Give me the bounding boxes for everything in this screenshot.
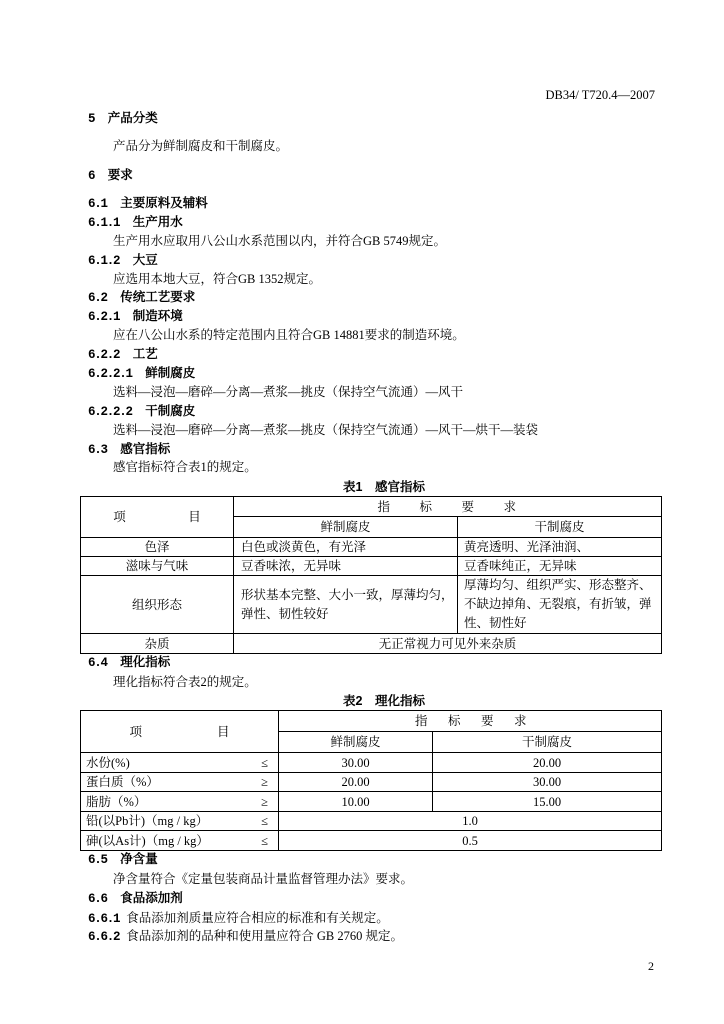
row-operator: ≥: [261, 775, 268, 789]
section-number: 6.1.1: [88, 216, 120, 230]
sensory-indicators-table: [80, 496, 662, 654]
section-number: 6.2.2: [88, 348, 120, 362]
row-item: 砷(以As计)（mg / kg）: [86, 833, 209, 848]
row-item: 蛋白质（%）: [86, 775, 159, 789]
row-item: 组织形态: [81, 576, 234, 634]
table-row: [81, 831, 662, 851]
dry-value: 30.00: [433, 773, 662, 792]
table-row: [81, 538, 662, 557]
row-operator: ≤: [261, 814, 268, 828]
dry-value: 15.00: [433, 792, 662, 812]
row-item: 水份(%): [86, 755, 130, 770]
page-number: 2: [648, 959, 654, 973]
section-title: 食品添加剂: [120, 891, 183, 905]
fresh-value: 20.00: [279, 773, 433, 792]
table-header-row: [81, 497, 662, 517]
section-6-1-heading: [88, 194, 208, 213]
section-6-2-1-text: 应在八公山水系的特定范围内且符合GB 14881要求的制造环境。: [113, 328, 465, 342]
fresh-value: 豆香味浓，无异味: [234, 557, 458, 576]
header-fresh: 鲜制腐皮: [279, 732, 433, 753]
header-fresh: 鲜制腐皮: [234, 517, 458, 538]
section-title: 干制腐皮: [145, 404, 196, 418]
header-dry: 干制腐皮: [458, 517, 662, 538]
row-item-wrap: [81, 812, 278, 830]
table-row: [81, 634, 662, 654]
merged-value: 无正常视力可见外来杂质: [234, 634, 662, 654]
clause-6-6-2: [88, 927, 403, 946]
row-item: 脂肪（%）: [86, 794, 147, 809]
section-number: 6.2.2.2: [88, 405, 132, 419]
row-item: 滋味与气味: [81, 557, 234, 576]
section-6-1-2-heading: [88, 251, 158, 270]
section-6-2-2-2-heading: [88, 402, 195, 421]
table-2-caption: 表2 理化指标: [343, 694, 425, 708]
row-item-wrap: [81, 773, 278, 791]
fresh-value: 形状基本完整、大小一致，厚薄均匀，弹性、韧性较好: [234, 576, 458, 634]
fresh-value: 30.00: [279, 753, 433, 773]
row-item-cell: [81, 812, 279, 831]
physicochemical-indicators-table: [80, 710, 662, 851]
section-6-1-1-heading: [88, 213, 183, 232]
dry-value: 豆香味纯正，无异味: [458, 557, 662, 576]
section-number: 6.2.1: [88, 310, 120, 324]
table-row: [81, 812, 662, 831]
section-number: 6.5: [88, 853, 107, 867]
fresh-value: 10.00: [279, 792, 433, 812]
section-title: 传统工艺要求: [120, 290, 196, 304]
fresh-value: 白色或淡黄色，有光泽: [234, 538, 458, 557]
section-title: 感官指标: [120, 442, 171, 456]
clause-text: 食品添加剂的品种和使用量应符合 GB 2760 规定。: [126, 929, 404, 943]
section-6-3-text: 感官指标符合表1的规定。: [113, 460, 257, 474]
section-title: 制造环境: [132, 309, 183, 323]
section-number: 6.1.2: [88, 254, 120, 268]
section-title: 工艺: [132, 347, 158, 361]
row-item-cell: [81, 792, 279, 812]
clause-6-6-1: [88, 909, 389, 928]
table-header-row: [81, 711, 662, 732]
table-row: [81, 773, 662, 792]
section-number: 6.4: [88, 656, 107, 670]
dry-value: 黄亮透明、光泽油润、: [458, 538, 662, 557]
merged-value: 0.5: [279, 831, 662, 851]
section-title: 产品分类: [107, 111, 158, 125]
section-number: 6.3: [88, 443, 107, 457]
row-item-wrap: [81, 832, 278, 850]
row-item: 色泽: [81, 538, 234, 557]
section-number: 5: [88, 112, 95, 126]
section-6-2-1-heading: [88, 307, 183, 326]
row-item: 铅(以Pb计)（mg / kg）: [86, 814, 209, 828]
section-6-4-text: 理化指标符合表2的规定。: [113, 675, 257, 689]
section-6-1-1-text: 生产用水应取用八公山水系范围以内，并符合GB 5749规定。: [113, 234, 446, 248]
section-6-5-text: 净含量符合《定量包装商品计量监督管理办法》要求。: [113, 872, 414, 886]
row-operator: ≥: [261, 794, 268, 809]
section-6-2-heading: [88, 288, 195, 307]
section-6-1-2-text: 应选用本地大豆，符合GB 1352规定。: [113, 272, 321, 286]
row-item-wrap: [81, 793, 278, 811]
section-6-heading: [88, 166, 133, 185]
section-number: 6.1: [88, 197, 107, 211]
section-title: 主要原料及辅料: [120, 196, 208, 210]
header-dry: 干制腐皮: [433, 732, 662, 753]
row-item-cell: [81, 753, 279, 773]
clause-text: 食品添加剂质量应符合相应的标准和有关规定。: [126, 911, 389, 925]
section-title: 要求: [107, 168, 133, 182]
section-5-text: 产品分为鲜制腐皮和干制腐皮。: [113, 139, 289, 153]
section-number: 6.2: [88, 291, 107, 305]
section-number: 6.2.2.1: [88, 367, 132, 381]
section-title: 净含量: [120, 852, 158, 866]
header-item: 项 目: [81, 497, 234, 538]
section-6-2-2-1-text: 选料—浸泡—磨碎—分离—煮浆—挑皮（保持空气流通）—风干: [113, 385, 464, 399]
section-6-5-heading: [88, 850, 158, 869]
section-number: 6: [88, 169, 95, 183]
section-6-4-heading: [88, 653, 170, 672]
row-item: 杂质: [81, 634, 234, 654]
table-row: [81, 753, 662, 773]
row-item-cell: [81, 773, 279, 792]
section-title: 鲜制腐皮: [145, 366, 196, 380]
section-number: 6.6: [88, 892, 107, 906]
section-title: 理化指标: [120, 655, 171, 669]
row-operator: ≤: [261, 755, 268, 770]
table-1-caption: 表1 感官指标: [343, 480, 425, 494]
section-6-2-2-2-text: 选料—浸泡—磨碎—分离—煮浆—挑皮（保持空气流通）—风干—烘干—装袋: [113, 423, 539, 437]
header-item: 项 目: [81, 711, 279, 753]
dry-value: 厚薄均匀、组织严实、形态整齐、不缺边掉角、无裂痕，有折皱，弹性、韧性好: [458, 576, 662, 634]
section-6-3-heading: [88, 440, 170, 459]
row-item-wrap: [81, 754, 278, 772]
header-requirements: 指 标 要 求: [234, 497, 662, 517]
table-row: [81, 576, 662, 634]
row-operator: ≤: [261, 833, 268, 848]
dry-value: 20.00: [433, 753, 662, 773]
row-item-cell: [81, 831, 279, 851]
table-row: [81, 557, 662, 576]
merged-value: 1.0: [279, 812, 662, 831]
section-5-heading: [88, 109, 158, 128]
header-requirements: 指 标 要 求: [279, 711, 662, 732]
document-code: DB34/ T720.4—2007: [545, 88, 655, 102]
section-6-2-2-heading: [88, 345, 158, 364]
section-title: 生产用水: [132, 215, 183, 229]
section-6-2-2-1-heading: [88, 364, 195, 383]
section-6-6-heading: [88, 889, 183, 908]
section-title: 大豆: [132, 253, 158, 267]
clause-number: 6.6.1: [88, 912, 120, 926]
table-row: [81, 792, 662, 812]
clause-number: 6.6.2: [88, 930, 120, 944]
